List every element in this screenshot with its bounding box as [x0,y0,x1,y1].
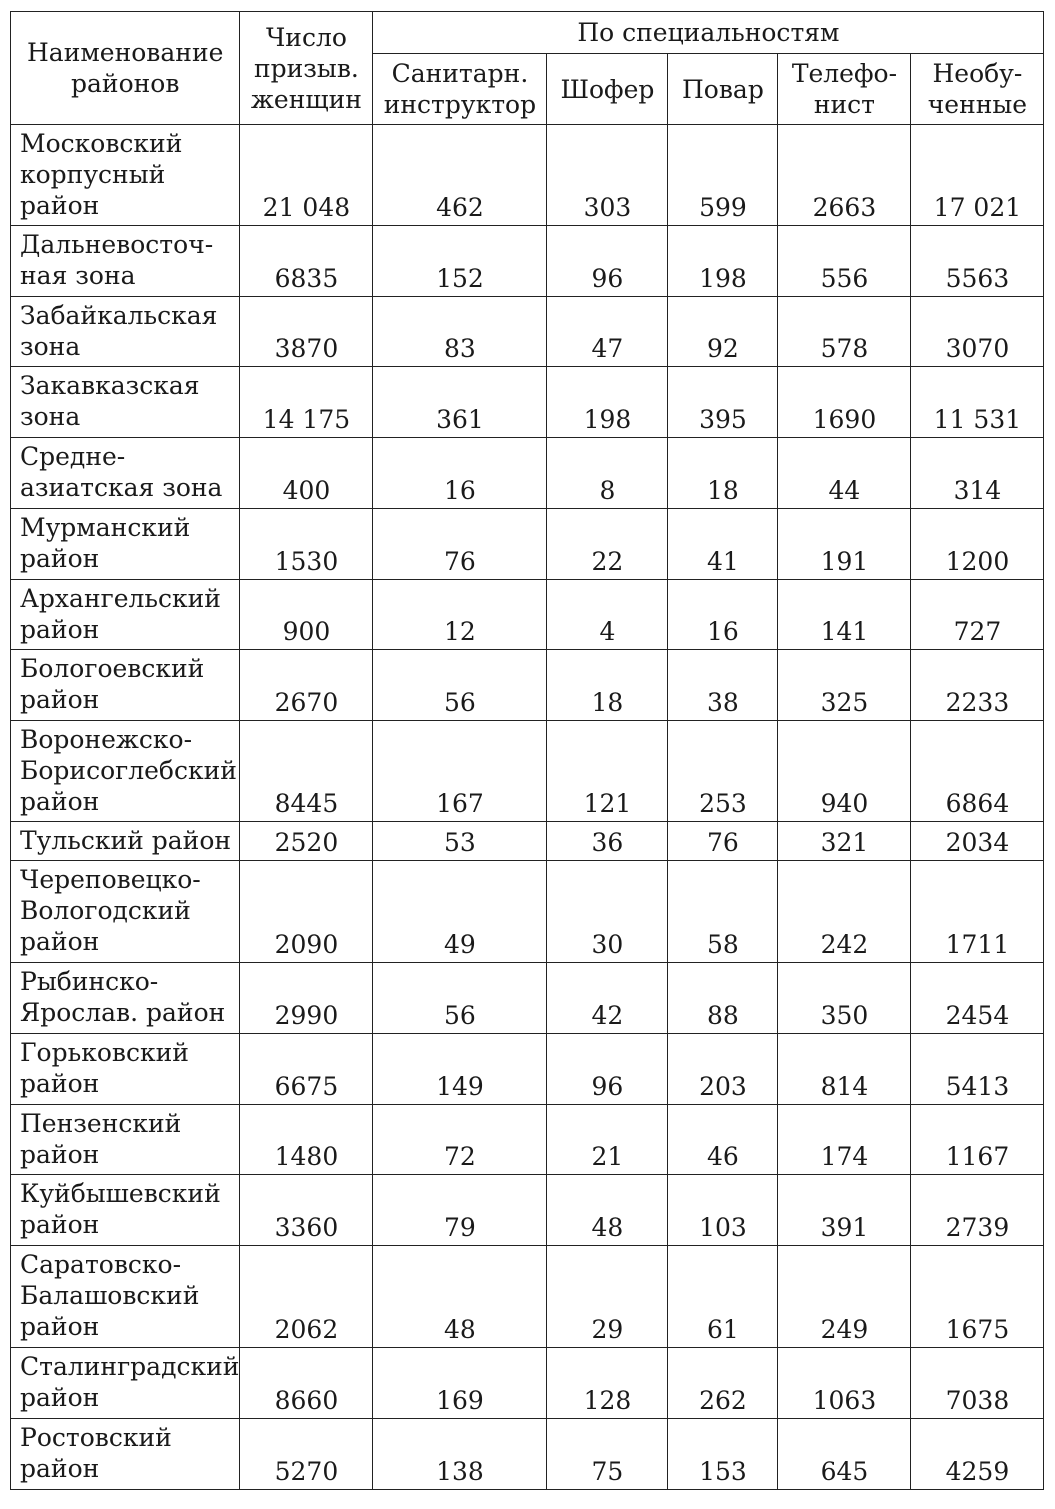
value-cell: 61 [668,1246,778,1348]
value-cell: 2090 [240,861,373,963]
value-cell: 462 [373,125,547,226]
value-cell: 56 [373,650,547,721]
value-cell: 645 [778,1419,911,1490]
district-name-cell: Пензенский район [11,1105,240,1175]
value-cell: 303 [547,125,668,226]
value-cell: 42 [547,963,668,1034]
value-cell: 44 [778,438,911,509]
value-cell: 21 [547,1105,668,1175]
value-cell: 6675 [240,1034,373,1105]
value-cell: 1675 [911,1246,1044,1348]
value-cell: 556 [778,226,911,297]
value-cell: 53 [373,822,547,861]
district-name-cell: Череповецко- Вологодский район [11,861,240,963]
value-cell: 1480 [240,1105,373,1175]
district-conscription-table [10,11,1044,1490]
table-row [11,1034,1044,1105]
value-cell: 96 [547,226,668,297]
value-cell: 5270 [240,1419,373,1490]
value-cell: 2739 [911,1175,1044,1246]
value-cell: 22 [547,509,668,580]
value-cell: 11 531 [911,367,1044,438]
table-row [11,438,1044,509]
value-cell: 940 [778,721,911,822]
header-specialties-group: По специальностям [373,12,1044,54]
value-cell: 2034 [911,822,1044,861]
table-row [11,367,1044,438]
value-cell: 599 [668,125,778,226]
header-telephonist: Телефо- нист [778,54,911,125]
value-cell: 75 [547,1419,668,1490]
value-cell: 395 [668,367,778,438]
value-cell: 2454 [911,963,1044,1034]
table-row [11,509,1044,580]
value-cell: 12 [373,580,547,650]
value-cell: 58 [668,861,778,963]
value-cell: 1200 [911,509,1044,580]
value-cell: 249 [778,1246,911,1348]
value-cell: 391 [778,1175,911,1246]
table-body [11,125,1044,1490]
district-name-cell: Сталинградский район [11,1348,240,1419]
district-name-cell: Воронежско- Борисоглебский район [11,721,240,822]
value-cell: 3360 [240,1175,373,1246]
value-cell: 79 [373,1175,547,1246]
value-cell: 47 [547,297,668,367]
table-row [11,721,1044,822]
table-row [11,226,1044,297]
district-name-cell: Дальневосточ- ная зона [11,226,240,297]
value-cell: 1690 [778,367,911,438]
value-cell: 5413 [911,1034,1044,1105]
value-cell: 325 [778,650,911,721]
table-row [11,822,1044,861]
value-cell: 36 [547,822,668,861]
value-cell: 2520 [240,822,373,861]
value-cell: 72 [373,1105,547,1175]
table-row [11,963,1044,1034]
value-cell: 1167 [911,1105,1044,1175]
header-medical-instructor: Санитарн. инструктор [373,54,547,125]
table-row [11,580,1044,650]
value-cell: 8660 [240,1348,373,1419]
value-cell: 16 [373,438,547,509]
value-cell: 56 [373,963,547,1034]
district-name-cell: Московский корпусный район [11,125,240,226]
value-cell: 7038 [911,1348,1044,1419]
value-cell: 900 [240,580,373,650]
value-cell: 191 [778,509,911,580]
value-cell: 16 [668,580,778,650]
value-cell: 128 [547,1348,668,1419]
value-cell: 152 [373,226,547,297]
value-cell: 83 [373,297,547,367]
value-cell: 253 [668,721,778,822]
value-cell: 350 [778,963,911,1034]
table-row [11,1419,1044,1490]
district-name-cell: Забайкальская зона [11,297,240,367]
district-name-cell: Тульский район [11,822,240,861]
value-cell: 1063 [778,1348,911,1419]
value-cell: 48 [373,1246,547,1348]
table-row [11,650,1044,721]
value-cell: 2670 [240,650,373,721]
district-name-cell: Архангельский район [11,580,240,650]
district-name-cell: Горьковский район [11,1034,240,1105]
value-cell: 18 [668,438,778,509]
value-cell: 4 [547,580,668,650]
value-cell: 167 [373,721,547,822]
value-cell: 198 [547,367,668,438]
value-cell: 121 [547,721,668,822]
value-cell: 727 [911,580,1044,650]
value-cell: 1711 [911,861,1044,963]
value-cell: 21 048 [240,125,373,226]
value-cell: 46 [668,1105,778,1175]
value-cell: 92 [668,297,778,367]
table-row [11,1105,1044,1175]
header-district-name: Наименование районов [11,12,240,125]
district-name-cell: Саратовско- Балашовский район [11,1246,240,1348]
value-cell: 153 [668,1419,778,1490]
value-cell: 203 [668,1034,778,1105]
district-name-cell: Закавказская зона [11,367,240,438]
header-untrained: Необу- ченные [911,54,1044,125]
table-row [11,1348,1044,1419]
value-cell: 578 [778,297,911,367]
table-row [11,125,1044,226]
value-cell: 361 [373,367,547,438]
value-cell: 149 [373,1034,547,1105]
district-name-cell: Рыбинско- Ярослав. район [11,963,240,1034]
value-cell: 76 [668,822,778,861]
value-cell: 3070 [911,297,1044,367]
value-cell: 96 [547,1034,668,1105]
value-cell: 49 [373,861,547,963]
value-cell: 2062 [240,1246,373,1348]
value-cell: 2233 [911,650,1044,721]
table-header [11,12,1044,125]
value-cell: 314 [911,438,1044,509]
value-cell: 174 [778,1105,911,1175]
value-cell: 5563 [911,226,1044,297]
value-cell: 103 [668,1175,778,1246]
table-row [11,861,1044,963]
value-cell: 169 [373,1348,547,1419]
value-cell: 400 [240,438,373,509]
table-row [11,1175,1044,1246]
value-cell: 88 [668,963,778,1034]
value-cell: 17 021 [911,125,1044,226]
value-cell: 3870 [240,297,373,367]
value-cell: 1530 [240,509,373,580]
value-cell: 4259 [911,1419,1044,1490]
district-name-cell: Ростовский район [11,1419,240,1490]
district-name-cell: Куйбышевский район [11,1175,240,1246]
value-cell: 321 [778,822,911,861]
value-cell: 14 175 [240,367,373,438]
header-driver: Шофер [547,54,668,125]
value-cell: 2663 [778,125,911,226]
value-cell: 242 [778,861,911,963]
value-cell: 29 [547,1246,668,1348]
value-cell: 8 [547,438,668,509]
value-cell: 141 [778,580,911,650]
district-name-cell: Средне- азиатская зона [11,438,240,509]
header-total-women: Число призыв. женщин [240,12,373,125]
district-name-cell: Бологоевский район [11,650,240,721]
value-cell: 6835 [240,226,373,297]
table-row [11,1246,1044,1348]
value-cell: 30 [547,861,668,963]
header-cook: Повар [668,54,778,125]
value-cell: 814 [778,1034,911,1105]
district-name-cell: Мурманский район [11,509,240,580]
value-cell: 41 [668,509,778,580]
value-cell: 198 [668,226,778,297]
value-cell: 8445 [240,721,373,822]
value-cell: 18 [547,650,668,721]
value-cell: 76 [373,509,547,580]
value-cell: 6864 [911,721,1044,822]
value-cell: 48 [547,1175,668,1246]
value-cell: 38 [668,650,778,721]
value-cell: 138 [373,1419,547,1490]
value-cell: 262 [668,1348,778,1419]
table-row [11,297,1044,367]
value-cell: 2990 [240,963,373,1034]
